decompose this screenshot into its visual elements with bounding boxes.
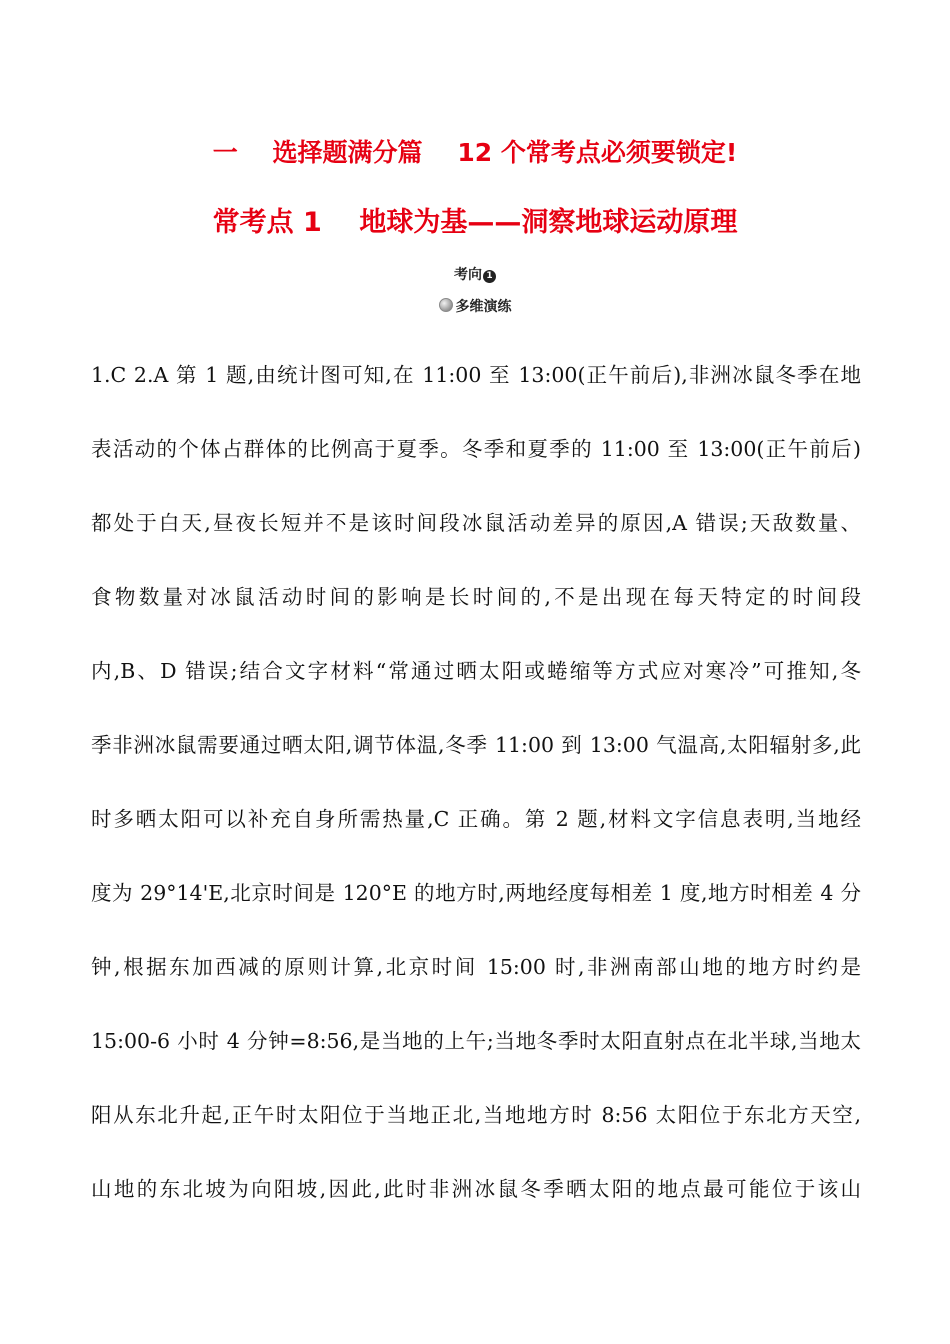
answer-line: 阳从东北升起,正午时太阳位于当地正北,当地地方时 8:56 太阳位于东北方天空,	[91, 1103, 861, 1127]
answer-line: 钟,根据东加西减的原则计算,北京时间 15:00 时,非洲南部山地的地方时约是	[91, 955, 861, 979]
direction-heading	[0, 264, 950, 284]
drill-circle-icon	[439, 298, 453, 312]
direction-label: 考向	[454, 267, 482, 283]
circled-number-icon: 1	[483, 270, 496, 283]
answer-line: 山地的东北坡为向阳坡,因此,此时非洲冰鼠冬季晒太阳的地点最可能位于该山	[91, 1177, 861, 1201]
drill-label: 多维演练	[455, 299, 512, 315]
answer-line: 内,B、D 错误;结合文字材料“常通过晒太阳或蜷缩等方式应对寒冷”可推知,冬	[91, 659, 861, 683]
answer-line: 度为 29°14'E,北京时间是 120°E 的地方时,两地经度每相差 1 度,地方时相差 4 分	[91, 881, 861, 905]
topic-title: 常考点 1 地球为基——洞察地球运动原理	[212, 207, 738, 238]
drill-heading	[0, 296, 950, 316]
answer-line: 时多晒太阳可以补充自身所需热量,C 正确。第 2 题,材料文字信息表明,当地经	[91, 807, 861, 831]
section-title: 一 选择题满分篇 12 个常考点必须要锁定!	[212, 138, 738, 167]
answer-explanation	[91, 338, 861, 1226]
answer-line: 15:00-6 小时 4 分钟=8:56,是当地的上午;当地冬季时太阳直射点在北半球,当地太	[91, 1029, 861, 1053]
answer-line: 食物数量对冰鼠活动时间的影响是长时间的,不是出现在每天特定的时间段	[91, 585, 861, 609]
answer-line: 表活动的个体占群体的比例高于夏季。冬季和夏季的 11:00 至 13:00(正午前后)	[91, 437, 861, 461]
answer-line: 都处于白天,昼夜长短并不是该时间段冰鼠活动差异的原因,A 错误;天敌数量、	[91, 511, 861, 535]
answer-line: 1.C 2.A 第 1 题,由统计图可知,在 11:00 至 13:00(正午前后),非洲冰鼠冬季在地	[91, 363, 861, 387]
answer-line: 季非洲冰鼠需要通过晒太阳,调节体温,冬季 11:00 到 13:00 气温高,太阳辐射多,此	[91, 733, 861, 757]
